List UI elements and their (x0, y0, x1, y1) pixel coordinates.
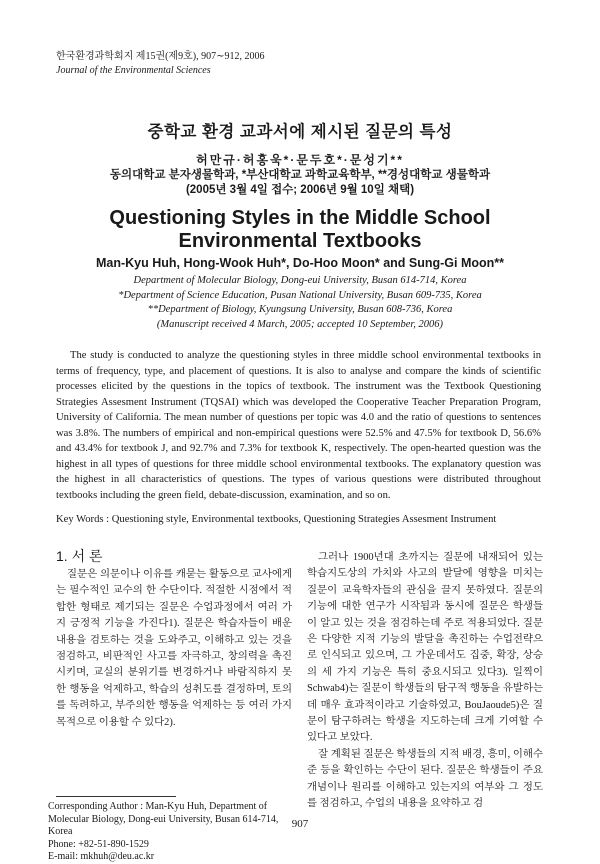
footnote-line: Corresponding Author : Man-Kyu Huh, Department of (48, 801, 268, 812)
abstract: The study is conducted to analyze the questioning styles in three middle school environmental textbooks in terms of frequency, type, and placement of questions. It is also to analyse and compare the kinds of scientific processes elicited by the questions in the topics of textbook. The instrument was the Textbook Questioning Strategies Assesment Instrument (TQSAI) which was developed the Cooperative Teacher Preparation Program, University of California. The mean number of questions per topic was 4.0 and the ratio of questions to sentences was 3.8%. The numbers of empirical and non-empirical questions were 52.5% and 47.5% for textbook D, 56.6% and 43.4% for textbook J, and 92.7% and 7.3% for textbook K, respectively. The open-hearted question was the highest in all types of questions for three middle school environmental textbooks. The explanatory question was the highest in all characteristics of questions. The types of various questions were distributed throughout textbooks including the green field, debate-discussion, examination, and so on. (56, 350, 541, 501)
korean-authors: 허만규·허홍욱*·문두호*·문성기** (196, 153, 404, 167)
korean-dates: (2005년 3월 4일 접수; 2006년 9월 10일 채택) (185, 184, 415, 196)
left-column (56, 567, 292, 731)
footnote-line: Korea (48, 826, 73, 837)
korean-title: 중학교 환경 교과서에 제시된 질문의 특성 (147, 123, 453, 141)
right-column (307, 550, 543, 813)
journal-name: Journal of the Environmental Sciences (56, 65, 211, 76)
affiliation-line: *Department of Science Education, Pusan National University, Busan 609-735, Korea (118, 289, 482, 301)
english-title-line1: Questioning Styles in the Middle School (109, 207, 491, 229)
body-paragraph: 질문은 의문이나 이유를 캐묻는 활동으로 교사에게는 필수적인 교수의 한 수단이다. 적절한 시점에서 적합한 형태로 제기되는 질문은 수업과정에서 여러 가지 긍정적 기능을 가진다1). 질문은 학습자들이 배운 내용을 검토하는 것을 도와주고, 이해하고 있는 것을 점검하고, 비판적인 사고를 자극하고, 창의력을 촉진시키며, 교실의 분위기를 변경하거나 바람직하지 못한 행동을 억제하고, 학습의 성취도를 결정하며, 토의를 독려하고, 부주의한 행동을 억제하는 등 여러 가지 목적으로 이용할 수 있다2). (56, 569, 292, 728)
english-authors: Man-Kyu Huh, Hong-Wook Huh*, Do-Hoo Moon* and Sung-Gi Moon** (95, 256, 505, 270)
affiliation-line: **Department of Biology, Kyungsung University, Busan 608-736, Korea (147, 304, 453, 315)
journal-volume-line: 한국환경과학회지 제15권(제9호), 907∼912, 2006 (56, 51, 265, 62)
english-affiliations (0, 274, 600, 332)
footnote-line: Molecular Biology, Dong-eui University, Busan 614-714, (48, 813, 279, 825)
corresponding-author-footnote (48, 801, 288, 864)
footnote-rule (56, 796, 176, 797)
english-title (0, 207, 600, 253)
keywords: Key Words : Questioning style, Environmental textbooks, Questioning Strategies Assesment Instrument (56, 514, 497, 525)
affiliation-line: Department of Molecular Biology, Dong-eui University, Busan 614-714, Korea (133, 275, 467, 286)
english-title-line2: Environmental Textbooks (178, 230, 422, 252)
footnote-phone: Phone: +82-51-890-1529 (48, 838, 149, 850)
footnote-email: E-mail: mkhuh@deu.ac.kr (48, 851, 155, 862)
page-number: 907 (291, 818, 309, 830)
body-paragraph: 잘 계획된 질문은 학생들의 지적 배경, 흥미, 이해수준 등을 확인하는 수단이 된다. 질문은 학생들이 주요 개념이나 원리를 이해하고 있는지의 여부와 그 정도를 점검하고, 수업의 내용을 요약하고 검 (307, 748, 543, 810)
manuscript-dates: (Manuscript received 4 March, 2005; accepted 10 September, 2006) (156, 318, 444, 330)
section-heading: 1. 서 론 (56, 548, 103, 564)
korean-affiliations: 동의대학교 분자생물학과, *부산대학교 과학교육학부, **경성대학교 생물학과 (109, 169, 491, 181)
body-paragraph: 그러나 1900년대 초까지는 질문에 내재되어 있는 학습지도상의 가치와 사고의 발달에 영향을 미치는 질문이 교육학자들의 관심을 끌지 못하였다. 질문의 기능에 대한 연구가 시작됨과 동시에 질문은 학생들이 알고 있는 것을 점검하는데 주로 적용되었다. 질문은 다양한 지적 기능의 발달을 촉진하는 수업전략으로 인식되고 있으며, 그 가운데서도 집중, 확장, 상승의 세 가지 기능은 특히 중요시되고 있다3). 일찍이 Schwab4)는 질문이 학생들의 탐구적 행동을 유발하는데 매우 효과적이라고 기술하였고, BouJaoude5)은 질문이 탐구하려는 학생을 지도하는데 크게 기여할 수 있다고 보았다. (307, 552, 543, 744)
journal-header (56, 50, 264, 78)
